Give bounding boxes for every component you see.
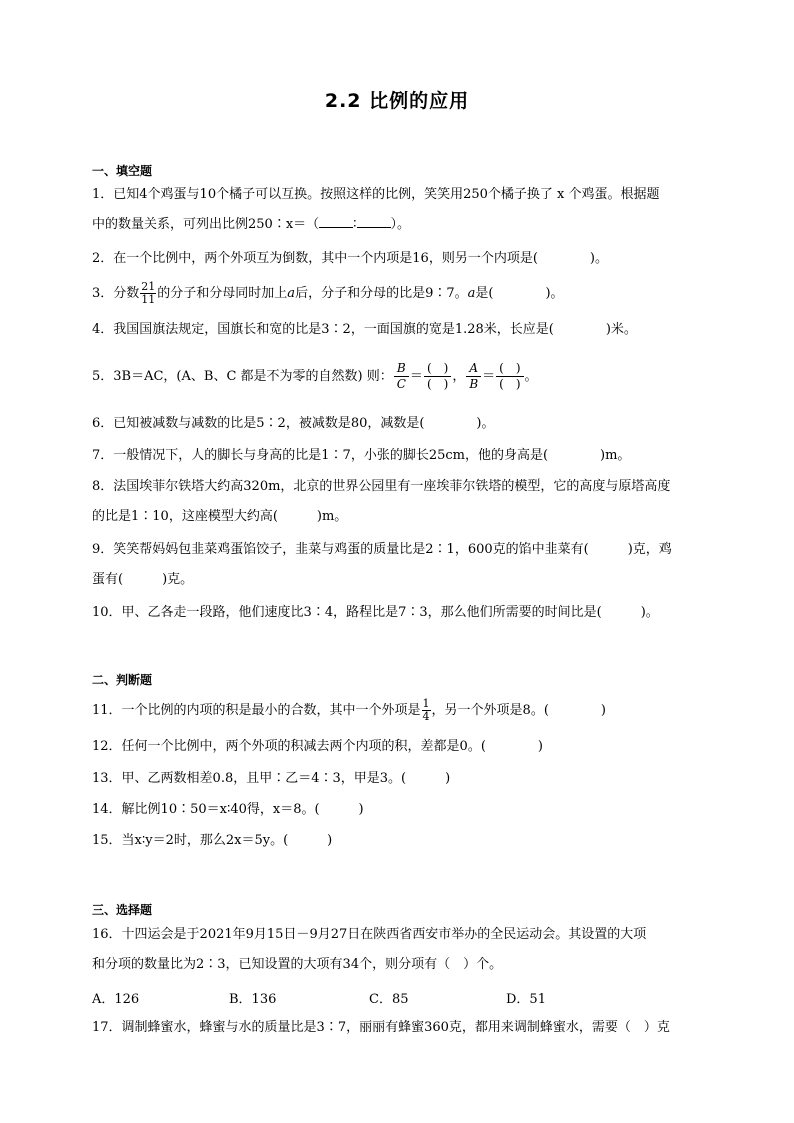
- question-16-line-2: 和分项的数量比为2∶3，已知设置的大项有34个，则分项有（ ）个。: [92, 957, 503, 972]
- equals-sign: ＝: [482, 369, 496, 384]
- question-1-text-b: ）。: [390, 217, 411, 232]
- question-11-text-a: 11．一个比例的内项的积是最小的合数，其中一个外项是: [92, 703, 421, 718]
- question-1-line-1: 1．已知4个鸡蛋与10个橘子可以互换。按照这样的比例，笑笑用250个橘子换了 x 个鸡蛋。根据题: [92, 187, 660, 202]
- comma: ，: [452, 369, 466, 384]
- question-1-line-2: [92, 214, 712, 234]
- question-8-line-2: 的比是1∶10，这座模型大约高( )m。: [92, 509, 348, 524]
- section-fill-heading: 一、填空题: [92, 164, 153, 178]
- fraction-denominator: C: [396, 377, 406, 391]
- fraction-b-over-c: [394, 361, 409, 392]
- section-choice-heading: 三、选择题: [92, 903, 153, 917]
- question-17: 17．调制蜂蜜水，蜂蜜与水的质量比是3∶7，丽丽有蜂蜜360克，都用来调制蜂蜜水，需要（ ）克: [92, 1020, 670, 1035]
- question-13: 13．甲、乙两数相差0.8，且甲∶乙＝4∶3，甲是3。( ): [92, 771, 451, 786]
- question-4: 4．我国国旗法规定，国旗长和宽的比是3∶2，一面国旗的宽是1.28米，长应是( )米。: [92, 322, 637, 337]
- question-9-line-1: 9．笑笑帮妈妈包韭菜鸡蛋馅饺子，韭菜与鸡蛋的质量比是2∶1，600克的馅中韭菜有( )克，鸡: [92, 542, 672, 557]
- fraction-a-over-b: [466, 361, 481, 392]
- fraction-1-4: [422, 698, 431, 723]
- question-12: 12．任何一个比例中，两个外项的积减去两个内项的积，差都是0。( ): [92, 739, 543, 754]
- fraction-21-11: [140, 281, 156, 306]
- option-d[interactable]: D．51: [506, 992, 546, 1007]
- fraction-numerator: 21: [141, 280, 156, 293]
- question-6: 6．已知被减数与减数的比是5∶2，被减数是80，减数是( )。: [92, 416, 495, 431]
- question-3: [92, 281, 712, 306]
- fraction-numerator: ( ): [496, 361, 523, 377]
- answer-blank[interactable]: [319, 214, 353, 228]
- variable-a: a: [287, 286, 296, 301]
- page-title: 2.2 比例的应用: [324, 90, 470, 112]
- question-2: 2．在一个比例中，两个外项互为倒数，其中一个内项是16，则另一个内项是( )。: [92, 251, 608, 266]
- question-10: 10．甲、乙各走一段路，他们速度比3∶4，路程比是7∶3，那么他们所需要的时间比是( )。: [92, 605, 659, 620]
- question-9-line-2: 蛋有( )克。: [92, 572, 194, 587]
- option-a[interactable]: A．126: [92, 992, 140, 1007]
- option-c[interactable]: C．85: [369, 992, 409, 1007]
- answer-fraction-blank[interactable]: [424, 361, 451, 392]
- answer-fraction-blank[interactable]: [496, 361, 523, 392]
- question-3-text-a: 3．分数: [92, 286, 140, 301]
- answer-blank[interactable]: [357, 214, 391, 228]
- fraction-denominator: 11: [141, 293, 156, 306]
- question-15: 15．当x∶y＝2时，那么2x＝5y。( ): [92, 833, 333, 848]
- fraction-denominator: ( ): [499, 377, 521, 391]
- question-3-text-b: 的分子和分母同时加上: [157, 286, 288, 301]
- period: 。: [524, 369, 538, 384]
- question-3-text-c: 后，分子和分母的比是9∶7。: [295, 286, 468, 301]
- fraction-denominator: B: [469, 377, 479, 391]
- question-1-text-a: 中的数量关系，可列出比例250∶x＝（: [92, 217, 320, 232]
- question-5-text: 5．3B＝AC，(A、B、C 都是不为零的自然数) 则：: [92, 369, 393, 384]
- question-8-line-1: 8．法国埃菲尔铁塔大约高320m，北京的世界公园里有一座埃菲尔铁塔的模型，它的高度与原塔高度: [92, 479, 671, 494]
- fraction-numerator: ( ): [424, 361, 451, 377]
- option-b[interactable]: B．136: [229, 992, 277, 1007]
- fraction-numerator: B: [394, 361, 409, 377]
- equals-sign: ＝: [409, 369, 423, 384]
- fraction-denominator: 4: [422, 710, 430, 723]
- question-11-text-b: ，另一个外项是8。( ): [431, 703, 606, 718]
- ratio-colon: ∶: [353, 217, 357, 232]
- question-7: 7．一般情况下，人的脚长与身高的比是1∶7，小张的脚长25cm，他的身高是( )m。: [92, 448, 631, 463]
- fraction-numerator: 1: [422, 697, 430, 710]
- question-5: [92, 358, 712, 396]
- fraction-denominator: ( ): [426, 377, 449, 391]
- question-16-line-1: 16．十四运会是于2021年9月15日－9月27日在陕西省西安市举办的全民运动会。其设置的大项: [92, 927, 647, 942]
- fraction-numerator: A: [466, 361, 481, 377]
- section-judge-heading: 二、判断题: [92, 673, 153, 687]
- question-11: [92, 698, 712, 724]
- question-14: 14．解比例10∶50＝x∶40得，x＝8。( ): [92, 802, 364, 817]
- variable-a: a: [467, 286, 476, 301]
- question-3-text-d: 是( )。: [475, 286, 564, 301]
